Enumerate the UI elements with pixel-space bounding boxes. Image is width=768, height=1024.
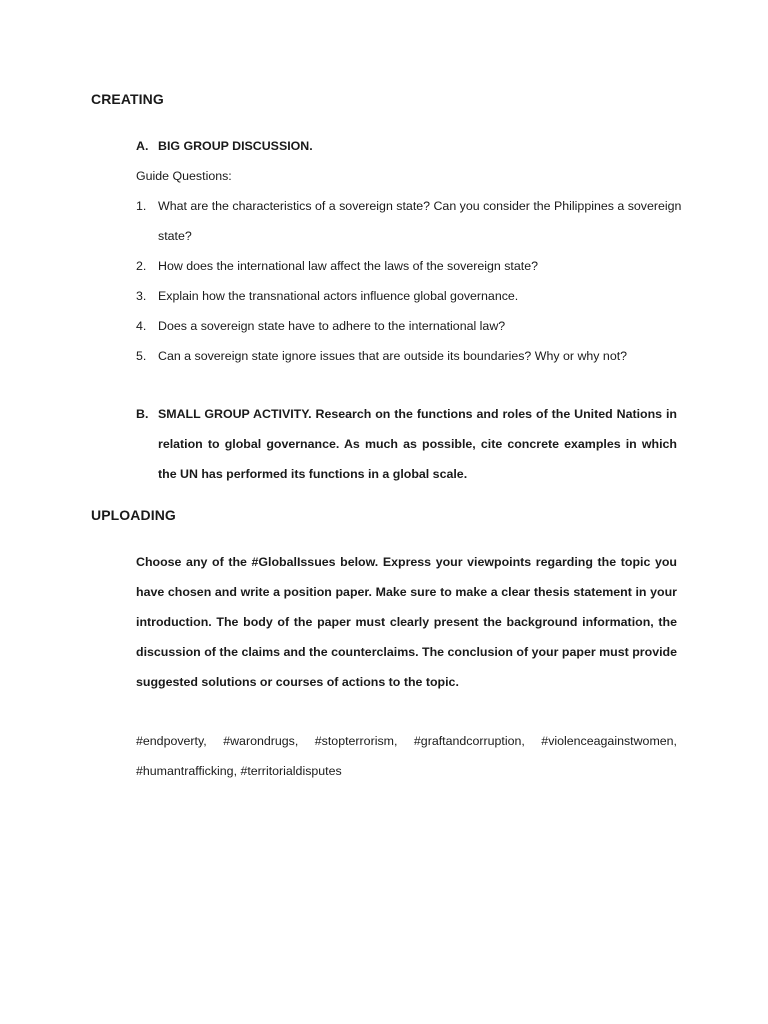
question-number: 1. [136,199,147,213]
question-item [136,251,677,281]
question-text: Does a sovereign state have to adhere to the international law? [158,319,506,333]
question-item-continuation [136,221,677,251]
question-item [136,191,682,221]
tag-stopterrorism: #stopterrorism, [314,734,398,748]
tag-endpoverty: #endpoverty, [136,734,207,748]
guide-questions-label: Guide Questions: [136,169,232,183]
global-issues-tags [136,726,677,786]
instruction-line: have chosen and write a position paper. Make sure to make a clear thesis statement in your [136,585,677,599]
question-text: What are the characteristics of a sovereign state? Can you consider the Philippines a sovereign [158,199,682,213]
question-number: 4. [136,319,147,333]
tag-violenceagainstwomen: #violenceagainstwomen, [541,734,677,748]
section-b-line: SMALL GROUP ACTIVITY. Research on the functions and roles of the United Nations in [158,407,677,421]
question-item [136,281,677,311]
question-item [136,341,677,371]
section-b-letter: B. [136,407,149,421]
question-number: 3. [136,289,147,303]
section-b [136,399,677,489]
tag-graftandcorruption: #graftandcorruption, [413,734,525,748]
tags-row-1 [136,726,677,756]
section-b-line: relation to global governance. As much as possible, cite concrete examples in which [158,437,677,451]
question-text: How does the international law affect the laws of the sovereign state? [158,259,538,273]
section-b-text [158,399,677,489]
guide-questions-list [136,191,682,371]
section-a-letter: A. [136,139,149,153]
question-text: state? [158,229,192,243]
section-a [136,131,682,371]
question-text: Can a sovereign state ignore issues that are outside its boundaries? Why or why not? [158,349,628,363]
instruction-line: suggested solutions or courses of actions to the topic. [136,675,459,689]
instruction-line: Choose any of the #GlobalIssues below. Express your viewpoints regarding the topic you [136,555,677,569]
question-text: Explain how the transnational actors influence global governance. [158,289,519,303]
question-item [136,311,677,341]
creating-heading: CREATING [91,91,164,107]
section-a-title: BIG GROUP DISCUSSION. [158,139,313,153]
instruction-line: introduction. The body of the paper must clearly present the background information, the [136,615,677,629]
section-b-row [136,399,677,489]
section-a-title-row [136,131,677,161]
question-number: 5. [136,349,147,363]
tag-warondrugs: #warondrugs, [223,734,299,748]
uploading-heading: UPLOADING [91,507,176,523]
question-number: 2. [136,259,147,273]
uploading-instructions [136,547,677,697]
section-b-line: the UN has performed its functions in a global scale. [158,467,468,481]
instruction-line: discussion of the claims and the counterclaims. The conclusion of your paper must provide [136,645,677,659]
tags-row-2: #humantrafficking, #territorialdisputes [136,764,342,778]
